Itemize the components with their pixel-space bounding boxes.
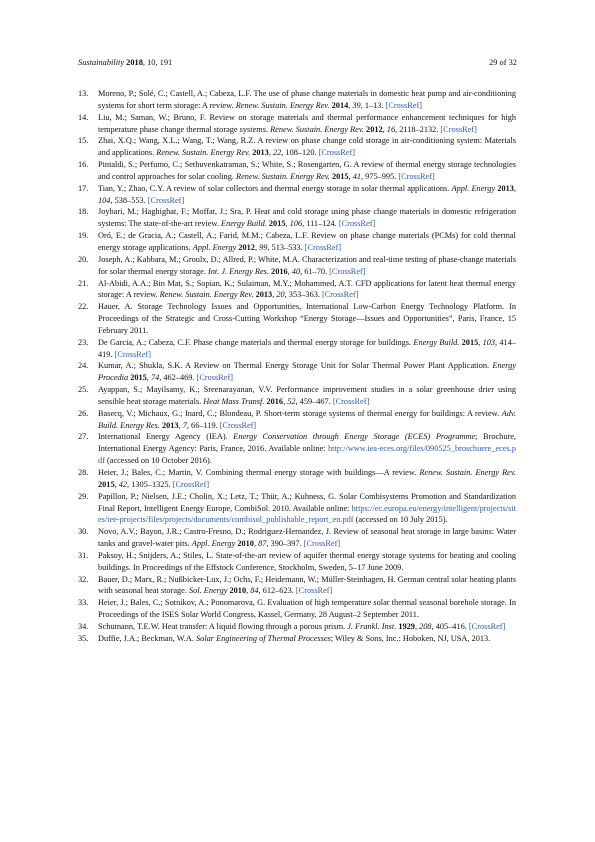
reference-text: Pintaldi, S.; Perfumo, C.; Sethuvenkatraman, S.; White, S.; Rosengarten, G. A review of thermal energy storage technologies and control approaches for solar cooling. xyxy=(98,160,516,181)
journal-year: 2018 xyxy=(126,58,143,67)
reference-text: Ayappan, S.; Mayilsamy, K.; Sreenarayanan, V.V. Performance improvement studies in a solar greenhouse drier using sensible heat storage materials. xyxy=(98,385,516,406)
reference-year: 2013 xyxy=(497,183,514,193)
reference-italic-text: 104 xyxy=(98,195,111,205)
reference-text: , 61–70. xyxy=(300,266,330,276)
reference-year: 2014 xyxy=(331,100,349,110)
page-number: 29 of 32 xyxy=(489,58,517,67)
reference-item xyxy=(78,337,516,361)
reference-text: , xyxy=(382,124,387,134)
reference-item xyxy=(78,278,516,302)
reference-text: , 414–419. xyxy=(98,337,516,359)
reference-item xyxy=(78,88,516,112)
reference-number: 19. xyxy=(78,231,89,241)
reference-italic-text: 87 xyxy=(258,539,267,549)
page-header xyxy=(78,58,517,67)
reference-item xyxy=(78,135,516,159)
reference-year: 2010 xyxy=(237,539,254,549)
crossref-link[interactable]: [CrossRef] xyxy=(114,349,152,359)
journal-citation xyxy=(78,58,172,67)
reference-item xyxy=(78,574,516,598)
reference-italic-text: 42 xyxy=(118,479,128,489)
reference-year: 2012 xyxy=(366,124,383,134)
reference-text: , xyxy=(146,373,151,383)
reference-number: 26. xyxy=(78,408,89,418)
reference-text: , 1305–1325. xyxy=(127,479,173,489)
reference-text: , xyxy=(254,242,260,252)
reference-text: Paksoy, H.; Snijders, A.; Stiles, L. State-of-the-art review of aquifer thermal energy storage systems for heating and cooling buildings. In Proceedings of the Effstock Conference, Stockholm, Sweden, 5–17 June 2009. xyxy=(98,550,516,572)
reference-text: , xyxy=(178,420,183,430)
reference-year: 2015 xyxy=(98,479,115,489)
reference-item xyxy=(78,159,516,183)
reference-number: 27. xyxy=(78,432,89,442)
reference-text: Duffie, J.A.; Beckman, W.A. xyxy=(98,633,197,643)
crossref-link[interactable]: [CrossRef] xyxy=(398,171,435,181)
reference-year: 2015 xyxy=(130,373,147,383)
reference-italic-text: Renew. Sustain. Energy Rev. xyxy=(419,468,516,477)
reference-text: Novo, A.V.; Bayon, J.R.; Castro-Fresno, D.; Rodriguez-Hernandez, J. Review of seasonal heat storage in large basins: Water tanks and gravel-water pits. xyxy=(98,527,516,549)
reference-item xyxy=(78,633,516,645)
reference-text: Schumann, T.E.W. Heat transfer: A liquid flowing through a porous prism. xyxy=(98,621,348,631)
reference-text: (accessed on 10 October 2016). xyxy=(104,456,212,466)
reference-number: 34. xyxy=(78,621,89,631)
reference-list xyxy=(78,88,516,645)
reference-italic-text: Energy Build. xyxy=(221,219,267,229)
crossref-link[interactable]: [CrossRef] xyxy=(322,290,359,300)
reference-year: 2013 xyxy=(161,420,179,430)
reference-italic-text: Renew. Sustain. Energy Rev. xyxy=(159,290,254,300)
reference-italic-text: 103 xyxy=(482,337,496,347)
crossref-link[interactable]: [CrossRef] xyxy=(196,373,233,383)
reference-text: Liu, M.; Saman, W.; Bruno, F. Review on storage materials and thermal performance enhancement techniques for high temperature phase change thermal storage systems. xyxy=(98,112,516,134)
reference-text: , 975–995. xyxy=(361,171,399,181)
crossref-link[interactable]: [CrossRef] xyxy=(332,396,370,406)
reference-italic-text: 22 xyxy=(272,148,282,158)
reference-text: Kumar, A.; Shukla, S.K. A Review on Thermal Energy Storage Unit for Solar Thermal Power Plant Application. xyxy=(98,361,493,371)
crossref-link[interactable]: [CrossRef] xyxy=(385,100,423,110)
reference-italic-text: 74 xyxy=(150,373,160,383)
reference-item xyxy=(78,491,516,527)
reference-italic-text: 52 xyxy=(287,396,296,406)
reference-year: 2010 xyxy=(229,586,247,596)
reference-italic-text: Renew. Sustain. Energy Rev. xyxy=(235,100,330,110)
reference-text: , 612–623. xyxy=(258,586,296,596)
reference-year: 2012 xyxy=(238,242,255,252)
crossref-link[interactable]: [CrossRef] xyxy=(304,242,342,252)
reference-text: (accessed on 10 July 2015). xyxy=(353,515,448,525)
reference-italic-text: 208 xyxy=(419,621,432,631)
reference-year: 2013 xyxy=(255,290,273,300)
reference-text: , 390–397. xyxy=(266,539,304,549)
reference-url-link[interactable]: http://www.iea-eces.org/files/090525_broschuere_eces.pdf xyxy=(98,444,516,466)
reference-item xyxy=(78,360,516,384)
reference-italic-text: Renew. Sustain. Energy Rev. xyxy=(156,148,251,158)
reference-text: , xyxy=(253,539,259,549)
reference-italic-text: Appl. Energy xyxy=(451,183,496,193)
reference-text: , xyxy=(285,219,290,229)
reference-italic-text: 7 xyxy=(182,420,187,430)
crossref-link[interactable]: [CrossRef] xyxy=(318,148,356,158)
reference-text: , xyxy=(478,337,483,347)
reference-text: Zhai, X.Q.; Wang, X.L.; Wang, T.; Wang, R.Z. A review on phase change cold storage in air-conditioning system: Materials and applications. xyxy=(98,136,516,158)
crossref-link[interactable]: [CrossRef] xyxy=(147,195,185,205)
reference-text: Heier, J.; Bales, C.; Sotnikov, A.; Ponomarova, G. Evaluation of high temperature solar thermal seasonal borehole storage. In Proceedings of the ISES Solar World Congress, Kassel, Germany, 28 August–2 September 2011. xyxy=(98,598,516,620)
reference-url-link[interactable]: https://ec.europa.eu/energy/intelligent/projects/sites/iee-projects/files/projects/documents/combisol_publishable_report_en.pdf xyxy=(98,503,516,525)
reference-text: ; Wiley & Sons, Inc.: Hoboken, NJ, USA, 2013. xyxy=(330,633,491,643)
reference-item xyxy=(78,112,516,136)
reference-number: 16. xyxy=(78,160,89,170)
crossref-link[interactable]: [CrossRef] xyxy=(468,621,506,631)
reference-text: , xyxy=(272,290,277,300)
reference-year: 2013 xyxy=(252,148,269,158)
reference-item xyxy=(78,467,516,491)
reference-number: 32. xyxy=(78,574,89,584)
reference-text: , 66–119. xyxy=(186,420,220,430)
reference-number: 21. xyxy=(78,278,89,288)
crossref-link[interactable]: [CrossRef] xyxy=(172,479,210,489)
reference-item xyxy=(78,206,516,230)
reference-text: , xyxy=(348,100,353,110)
reference-text: Moreno, P.; Solé, C.; Castell, A.; Cabeza, L.F. The use of phase change materials in domestic heat pump and air-conditioning systems for short term storage: A review. xyxy=(98,89,516,110)
crossref-link[interactable]: [CrossRef] xyxy=(440,124,477,134)
crossref-link[interactable]: [CrossRef] xyxy=(219,420,257,430)
reference-text: , xyxy=(246,586,251,596)
reference-number: 17. xyxy=(78,183,89,193)
reference-text: Oró, E.; de Gracia, A.; Castell, A.; Farid, M.M.; Cabeza, L.F. Review on phase change materials (PCMs) for cold thermal energy storage applications. xyxy=(98,231,516,252)
reference-italic-text: Energy Procedia xyxy=(98,361,516,383)
reference-year: 2015 xyxy=(331,171,349,181)
reference-text: , 538–553. xyxy=(110,195,148,205)
reference-text: , 353–363. xyxy=(284,290,322,300)
reference-italic-text: Renew. Sustain. Energy Rev. xyxy=(270,124,364,134)
reference-text: , 405–416. xyxy=(431,621,469,631)
reference-text: De Garcia, A.; Cabeza, C.F. Phase change materials and thermal energy storage for buildings. xyxy=(98,337,414,347)
reference-text: Bauer, D.; Marx, R.; Nußbicker-Lux, J.; Ochs, F.; Heidemann, W.; Müller-Steinhagen, H. German central solar heating plants with seasonal heat storage. xyxy=(98,574,516,596)
reference-item xyxy=(78,230,516,254)
journal-name: Sustainability xyxy=(78,58,125,67)
reference-italic-text: Heat Mass Transf. xyxy=(203,396,265,406)
reference-text: , xyxy=(268,148,273,158)
reference-text: , xyxy=(287,266,292,276)
reference-number: 35. xyxy=(78,633,89,643)
crossref-link[interactable]: [CrossRef] xyxy=(303,539,341,549)
reference-number: 30. xyxy=(78,527,89,537)
reference-text: , 108–120. xyxy=(281,148,319,158)
reference-number: 15. xyxy=(78,136,89,146)
reference-number: 13. xyxy=(78,89,89,98)
crossref-link[interactable]: [CrossRef] xyxy=(295,586,333,596)
reference-italic-text: Appl. Energy xyxy=(191,539,236,549)
reference-number: 23. xyxy=(78,337,89,347)
reference-item xyxy=(78,408,516,432)
reference-text: , xyxy=(283,396,288,406)
reference-text: Joybari, M.; Haghighat, F.; Moffat, J.; Sra, P. Heat and cold storage using phase change materials in domestic refrigeration systems: The state-of-the-art review. xyxy=(98,207,516,229)
reference-italic-text: Adv. Build. Energy Res. xyxy=(98,408,516,430)
reference-number: 24. xyxy=(78,361,89,371)
reference-italic-text: 40 xyxy=(291,266,301,276)
reference-text: Tian, Y.; Zhao, C.Y. A review of solar collectors and thermal energy storage in solar thermal applications. xyxy=(98,183,452,193)
reference-italic-text: 20 xyxy=(276,290,285,300)
reference-item xyxy=(78,431,516,467)
reference-italic-text: 106 xyxy=(289,219,303,229)
reference-text: Heier, J.; Bales, C.; Martin, V. Combining thermal energy storage with buildings—A review. xyxy=(98,468,420,477)
reference-text: , 2118–2132. xyxy=(395,124,441,134)
reference-text: , 459–467. xyxy=(295,396,333,406)
reference-italic-text: 84 xyxy=(250,586,259,596)
reference-number: 14. xyxy=(78,112,89,122)
reference-number: 25. xyxy=(78,385,89,395)
reference-number: 22. xyxy=(78,302,89,312)
reference-year: 2016 xyxy=(271,266,288,276)
reference-item xyxy=(78,254,516,278)
reference-italic-text: 99 xyxy=(259,242,268,252)
reference-item xyxy=(78,550,516,574)
reference-italic-text: Sol. Energy xyxy=(189,586,228,596)
journal-volume: , 10, 191 xyxy=(142,58,173,67)
reference-italic-text: Solar Engineering of Thermal Processes xyxy=(196,633,331,643)
reference-italic-text: 16 xyxy=(386,124,396,134)
reference-text: Hauer, A. Storage Technology Issues and Opportunities, International Low-Carbon Energy Technology Platform. In Proceedings of the Strategic and Cross-Cutting Workshop “Energy Storage—Issues and Opportunities”, Paris, France, 15 February 2011. xyxy=(98,302,516,335)
reference-text: , 462–469. xyxy=(159,373,197,383)
reference-year: 2015 xyxy=(268,219,286,229)
reference-item xyxy=(78,183,516,207)
reference-text: Al-Abidi, A.A.; Bin Mat, S.; Sopian, K.; Sulaiman, M.Y.; Mohammed, A.T. CFD applications for latent heat thermal energy storage: A review. xyxy=(98,278,516,300)
reference-italic-text: 41 xyxy=(352,171,361,181)
reference-italic-text: Int. J. Energy Res. xyxy=(207,266,269,276)
reference-number: 28. xyxy=(78,468,89,477)
reference-item xyxy=(78,526,516,550)
reference-italic-text: Energy Build. xyxy=(413,337,460,347)
crossref-link[interactable]: [CrossRef] xyxy=(329,266,366,276)
reference-italic-text: 39 xyxy=(352,100,361,110)
reference-italic-text: Renew. Sustain. Energy Rev. xyxy=(236,171,330,181)
reference-item xyxy=(78,621,516,633)
reference-text: Joseph, A.; Kabbara, M.; Groulx, D.; Allred, P.; White, M.A. Characterization and real-time testing of phase-change materials for solar thermal energy storage. xyxy=(98,254,516,276)
reference-item xyxy=(78,384,516,408)
reference-italic-text: Appl. Energy xyxy=(192,242,237,252)
reference-text: , 111–124. xyxy=(302,219,339,229)
reference-text: Papillon, P.; Nielsen, J.E.; Cholin, X.; Letz, T.; Thür, A.; Kuhness, G. Solar Combisystems Promotion and Standardization Final Report, Intelligent Energy Europe, CombiSol. 2010. Available online: xyxy=(98,491,516,513)
reference-number: 31. xyxy=(78,550,89,560)
reference-text: , 513–533. xyxy=(267,242,305,252)
reference-text: , xyxy=(114,479,119,489)
reference-text: , xyxy=(414,621,420,631)
reference-italic-text: J. Frankl. Inst. xyxy=(347,621,397,631)
reference-number: 33. xyxy=(78,598,89,608)
reference-italic-text: Energy Conservation through Energy Storage (ECES) Programme xyxy=(233,432,476,442)
reference-year: 2015 xyxy=(461,337,479,347)
reference-text: ; Brochure, International Energy Agency: Paris, France, 2016. Available online: xyxy=(98,432,516,454)
reference-number: 18. xyxy=(78,207,89,217)
crossref-link[interactable]: [CrossRef] xyxy=(338,219,376,229)
reference-text: , xyxy=(513,183,516,193)
reference-item xyxy=(78,597,516,621)
reference-year: 2016 xyxy=(266,396,284,406)
reference-number: 20. xyxy=(78,254,89,264)
reference-item xyxy=(78,301,516,337)
reference-text: , xyxy=(348,171,353,181)
reference-year: 1929 xyxy=(398,621,415,631)
reference-text: , 1–13. xyxy=(360,100,386,110)
reference-number: 29. xyxy=(78,491,89,501)
reference-text: International Energy Agency (IEA). xyxy=(98,432,234,442)
reference-text: Basecq, V.; Michaux, G.; Inard, C.; Blondeau, P. Short-term storage systems of thermal energy for buildings: A review. xyxy=(98,408,502,418)
